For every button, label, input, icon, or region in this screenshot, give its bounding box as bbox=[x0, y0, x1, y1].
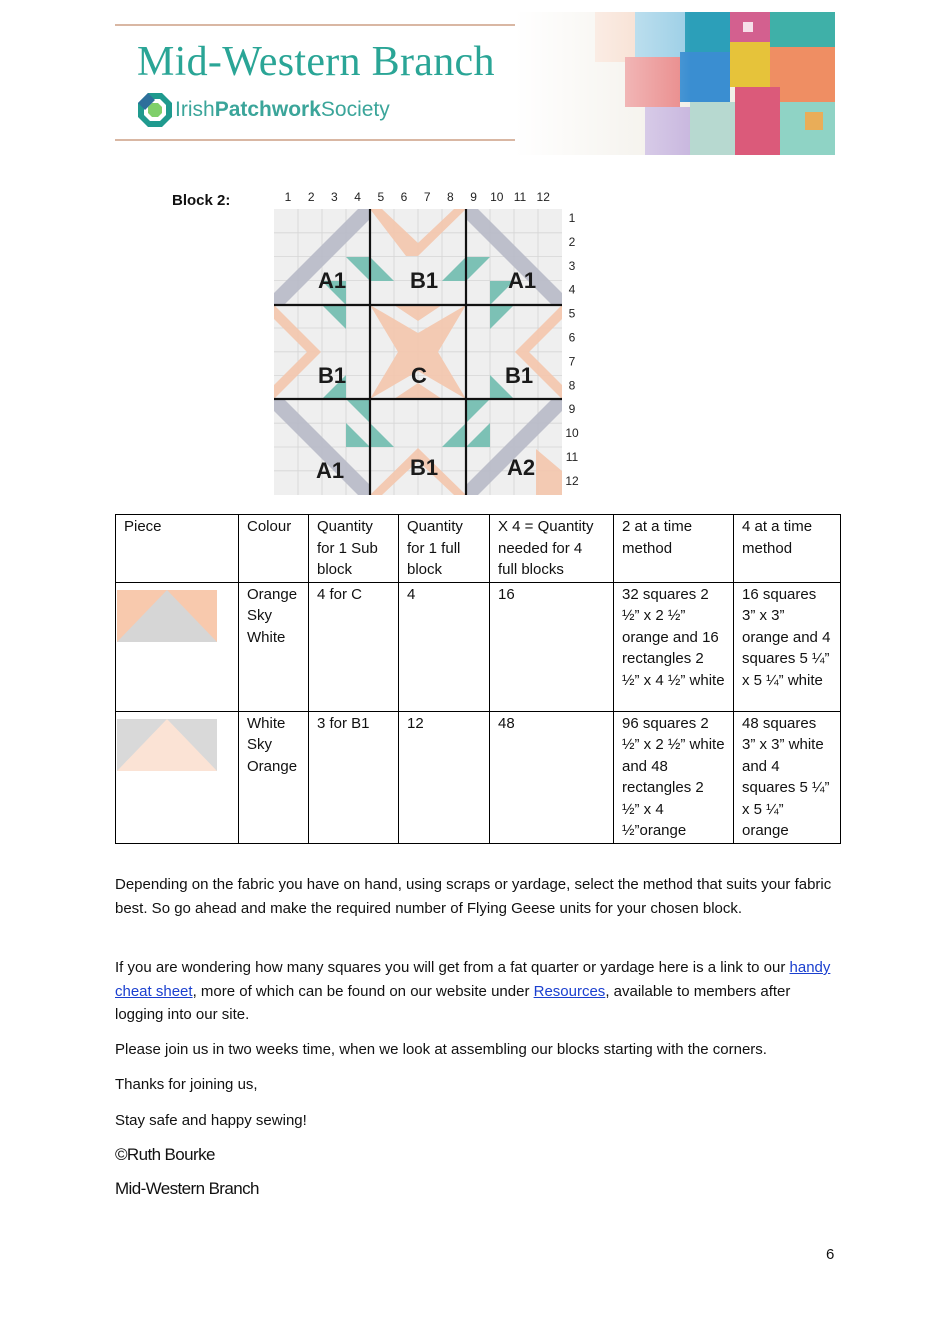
paragraph-cheat-sheet: If you are wondering how many squares you will get from a fat quarter or yardage here is a link to our handy cheat sheet, more of which can be found on our website under Resources, available to members after logging into our site. bbox=[115, 959, 831, 1023]
author-signature: ©Ruth Bourke bbox=[115, 1145, 215, 1164]
qty-sub-cell: 4 for C bbox=[309, 582, 399, 711]
qty-x4-cell: 48 bbox=[490, 711, 614, 843]
row-number: 4 bbox=[568, 282, 576, 297]
column-number: 11 bbox=[513, 190, 527, 204]
header-qty-sub: Quantity for 1 Sub block bbox=[309, 515, 399, 583]
header-four-at-time: 4 at a time method bbox=[734, 515, 841, 583]
row-number: 6 bbox=[568, 330, 576, 345]
cell-label-r1c1: A1 bbox=[317, 268, 347, 293]
page-header bbox=[115, 12, 835, 157]
column-number: 12 bbox=[536, 190, 550, 204]
column-number: 6 bbox=[400, 190, 408, 204]
header-top-rule bbox=[115, 24, 555, 26]
piece-cell bbox=[116, 711, 239, 843]
white-flying-geese-icon bbox=[117, 719, 217, 771]
column-numbers bbox=[285, 190, 551, 204]
row-number: 11 bbox=[565, 450, 579, 464]
qty-full-cell: 12 bbox=[399, 711, 490, 843]
four-at-time-cell: 48 squares 3” x 3” white and 4 squares 5 ¼” x 5 ¼” orange bbox=[734, 711, 841, 843]
qty-sub-cell: 3 for B1 bbox=[309, 711, 399, 843]
row-number: 1 bbox=[568, 211, 576, 225]
header-piece: Piece bbox=[116, 515, 239, 583]
row-number: 12 bbox=[565, 473, 579, 488]
piece-cell bbox=[116, 582, 239, 711]
four-at-time-cell: 16 squares 3” x 3” orange and 4 squares 5 ¼” x 5 ¼” white bbox=[734, 582, 841, 711]
row-number: 3 bbox=[568, 258, 576, 273]
two-at-time-cell: 96 squares 2 ½” x 2 ½” white and 48 rectangles 2 ½” x 4 ½”orange bbox=[614, 711, 734, 843]
row-number: 9 bbox=[568, 402, 576, 417]
column-number: 5 bbox=[377, 190, 385, 204]
cell-label-r2c2: C bbox=[411, 363, 427, 388]
cell-label-r3c1: A1 bbox=[315, 458, 345, 483]
row-number: 5 bbox=[568, 306, 576, 321]
cell-label-r3c3: A2 bbox=[506, 455, 536, 480]
table-header-row bbox=[116, 515, 841, 583]
column-number: 7 bbox=[423, 190, 431, 204]
column-number: 8 bbox=[447, 190, 454, 204]
fabric-collage-image bbox=[515, 12, 835, 155]
society-logo-text: IrishPatchworkSociety bbox=[175, 98, 390, 121]
cell-label-r2c3: B1 bbox=[504, 363, 534, 388]
paragraph-method: Depending on the fabric you have on hand, using scraps or yardage, select the method that suits your fabric best. So go ahead and make the required number of Flying Geese units for your chosen block. bbox=[115, 876, 832, 917]
quilt-grid bbox=[274, 209, 562, 495]
table-row bbox=[116, 711, 841, 843]
resources-link[interactable]: Resources bbox=[533, 982, 606, 1000]
column-number: 3 bbox=[331, 190, 338, 204]
paragraph-sign-off: Stay safe and happy sewing! bbox=[115, 1112, 307, 1129]
block-2-diagram bbox=[270, 186, 600, 498]
orange-flying-geese-icon bbox=[117, 590, 217, 642]
colour-cell: Orange Sky White bbox=[239, 582, 309, 711]
cell-label-r2c1: B1 bbox=[317, 363, 347, 388]
branch-signature: Mid-Western Branch bbox=[115, 1179, 259, 1198]
colour-cell: White Sky Orange bbox=[239, 711, 309, 843]
column-number: 10 bbox=[490, 190, 504, 204]
header-qty-full: Quantity for 1 full block bbox=[399, 515, 490, 583]
cell-label-r1c3: A1 bbox=[507, 268, 537, 293]
column-number: 2 bbox=[307, 190, 315, 204]
cell-label-r3c2: B1 bbox=[409, 455, 439, 480]
qty-x4-cell: 16 bbox=[490, 582, 614, 711]
page-number: 6 bbox=[826, 1246, 835, 1263]
cheat-sheet-link[interactable]: handy cheat sheet bbox=[115, 959, 831, 1000]
table-row bbox=[116, 582, 841, 711]
society-logo-icon bbox=[137, 92, 173, 128]
branch-title: Mid-Western Branch bbox=[137, 39, 495, 85]
header-two-at-time: 2 at a time method bbox=[614, 515, 734, 583]
paragraph-thanks: Thanks for joining us, bbox=[115, 1076, 258, 1093]
column-number: 4 bbox=[354, 190, 361, 204]
header-bottom-rule bbox=[115, 139, 555, 141]
two-at-time-cell: 32 squares 2 ½” x 2 ½” orange and 16 rectangles 2 ½” x 4 ½” white bbox=[614, 582, 734, 711]
row-number: 2 bbox=[568, 234, 576, 249]
column-number: 9 bbox=[470, 190, 477, 204]
cell-label-r1c2: B1 bbox=[409, 268, 439, 293]
society-logo bbox=[137, 92, 390, 128]
row-number: 8 bbox=[568, 378, 576, 393]
row-numbers bbox=[565, 211, 579, 488]
block-label: Block 2: bbox=[172, 192, 231, 209]
row-number: 7 bbox=[568, 354, 576, 369]
row-number: 10 bbox=[565, 426, 579, 441]
pieces-table bbox=[115, 514, 841, 844]
header-qty-x4: X 4 = Quantity needed for 4 full blocks bbox=[490, 515, 614, 583]
header-colour: Colour bbox=[239, 515, 309, 583]
column-number: 1 bbox=[284, 190, 292, 204]
qty-full-cell: 4 bbox=[399, 582, 490, 711]
paragraph-next-session: Please join us in two weeks time, when we look at assembling our blocks starting with the corners. bbox=[115, 1041, 767, 1058]
